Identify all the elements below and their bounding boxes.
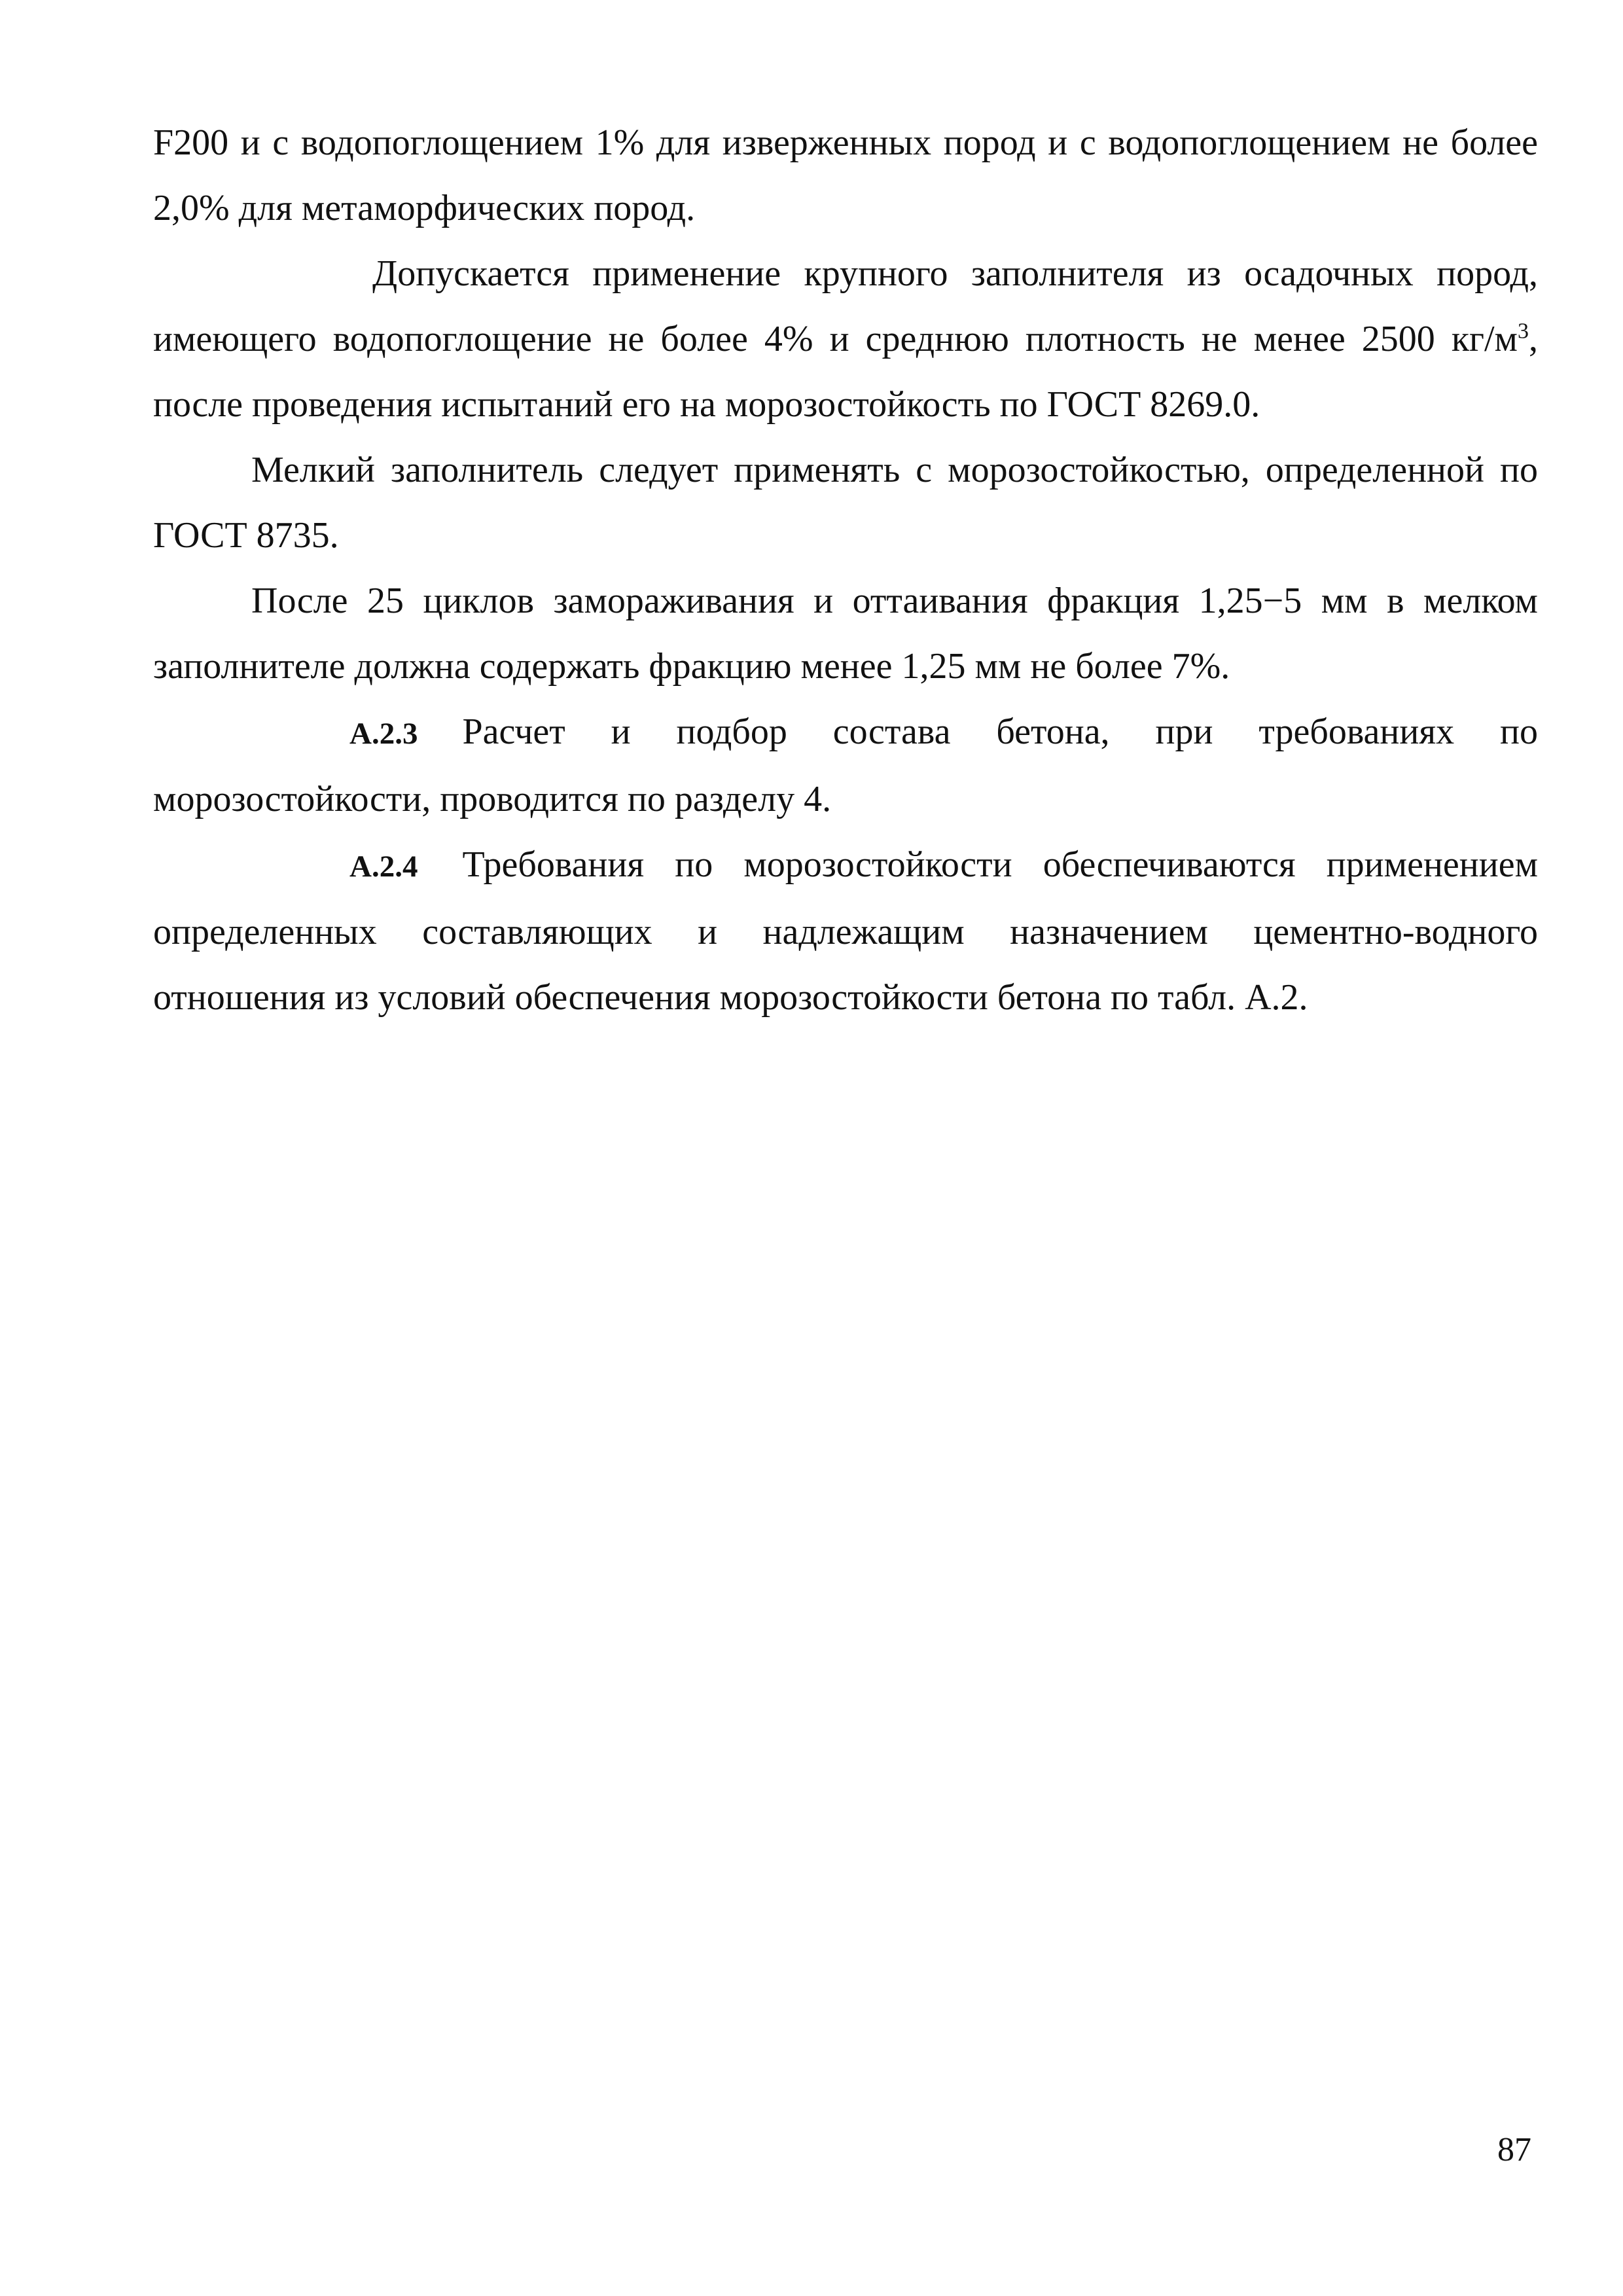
superscript-cubic: 3 <box>1518 319 1529 344</box>
paragraph-coarse-aggregate-text: Допускается применение крупного заполнителя из осадочных пород, имеющего водопоглощение не более 4% и среднюю плотность не менее 2500 кг/м <box>153 253 1538 359</box>
section-a-2-3-text: Расчет и подбор состава бетона, при требованиях по морозостойкости, проводится по разделу 4. <box>153 711 1538 819</box>
paragraph-f200 <box>153 110 1538 241</box>
section-a-2-3 <box>153 699 1538 832</box>
paragraph-fine-aggregate-text: Мелкий заполнитель следует применять с морозостойкостью, определенной по ГОСТ 8735. <box>153 450 1538 556</box>
paragraph-freeze-cycles-text: После 25 циклов замораживания и оттаивания фракция 1,25−5 мм в мелком заполнителе должна содержать фракцию менее 1,25 мм не более 7%. <box>153 581 1538 687</box>
page-number: 87 <box>1497 2131 1531 2168</box>
paragraph-f200-text: F200 и с водопоглощением 1% для изверженных пород и с водопоглощением не более 2,0% для метаморфических пород. <box>153 122 1538 228</box>
paragraph-coarse-aggregate <box>153 241 1538 437</box>
body-text <box>153 110 1538 1030</box>
section-a-2-4 <box>153 832 1538 1030</box>
paragraph-freeze-cycles <box>153 568 1538 699</box>
section-a-2-4-text: Требования по морозостойкости обеспечиваются применением определенных составляющих и надлежащим назначением цементно-водного отношения из условий обеспечения морозостойкости бетона по табл. А.2. <box>153 844 1538 1018</box>
paragraph-coarse-aggregate-tail: , после проведения испытаний его на морозостойкость по ГОСТ 8269.0. <box>153 319 1538 425</box>
section-number-a-2-3: А.2.3 <box>349 717 418 751</box>
section-number-a-2-4: А.2.4 <box>349 850 418 884</box>
paragraph-fine-aggregate <box>153 437 1538 568</box>
